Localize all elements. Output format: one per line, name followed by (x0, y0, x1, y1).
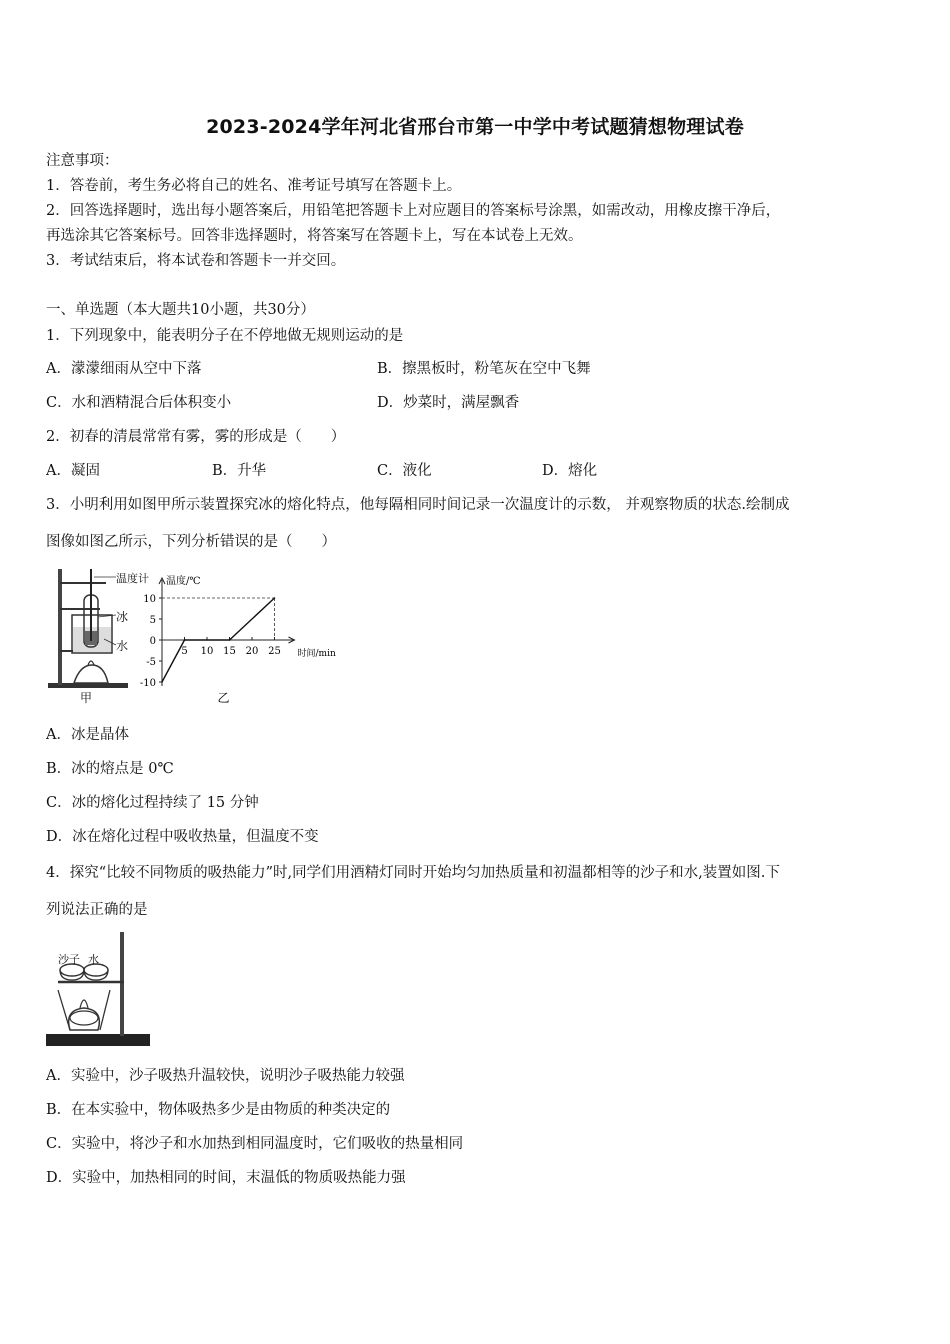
notice-item-2: 2．回答选择题时，选出每小题答案后，用铅笔把答题卡上对应题目的答案标号涂黑，如需改动，用橡皮擦干净后， (46, 203, 781, 219)
chart-y-tick-label: 5 (149, 615, 156, 626)
q1-option-a: A．濛濛细雨从空中下落 (46, 361, 202, 377)
q4-option-b: B．在本实验中，物体吸热多少是由物质的种类决定的 (46, 1102, 391, 1118)
q3-label-ice: 冰 (116, 610, 129, 624)
q1-option-b: B．擦黑板时，粉笔灰在空中飞舞 (377, 361, 591, 377)
chart-y-label: 温度/℃ (166, 576, 201, 587)
q3-option-b: B．冰的熔点是 0℃ (46, 761, 174, 777)
q3-stem-line1: 3．小明利用如图甲所示装置探究冰的熔化特点，他每隔相同时间记录一次温度计的示数， 并观察物质的状态.绘制成 (46, 497, 790, 513)
q3-option-d: D．冰在熔化过程中吸收热量，但温度不变 (46, 829, 319, 845)
q2-option-b: B．升华 (212, 463, 267, 479)
q1-option-c: C．水和酒精混合后体积变小 (46, 395, 232, 411)
notice-heading: 注意事项： (46, 153, 119, 169)
notice-item-2-cont: 再选涂其它答案标号。回答非选择题时，将答案写在答题卡上，写在本试卷上无效。 (46, 228, 583, 244)
chart-caption: 乙 (217, 691, 230, 705)
q2-stem: 2．初春的清晨常常有雾，雾的形成是（ ） (46, 429, 346, 445)
q2-option-a: A．凝固 (46, 463, 100, 479)
q4-stem-line1: 4．探究“比较不同物质的吸热能力”时,同学们用酒精灯同时开始均匀加热质量和初温都相等的沙子和水,装置如图.下 (46, 865, 780, 881)
chart-x-tick-label: 10 (200, 646, 214, 657)
q1-option-d: D．炒菜时，满屋飘香 (377, 395, 520, 411)
q3-chart (136, 572, 356, 707)
chart-y-tick-label: -5 (146, 657, 156, 668)
notice-item-1: 1．答卷前，考生务必将自己的姓名、准考证号填写在答题卡上。 (46, 178, 462, 194)
notice-item-3: 3．考试结束后，将本试卷和答题卡一并交回。 (46, 253, 346, 269)
chart-data-point (274, 597, 276, 599)
q4-option-c: C．实验中，将沙子和水加热到相同温度时，它们吸收的热量相同 (46, 1136, 464, 1152)
chart-x-tick-label: 15 (223, 646, 236, 657)
chart-data-point (229, 639, 231, 641)
chart-x-label: 时间/min (297, 649, 336, 659)
q2-option-c: C．液化 (377, 463, 432, 479)
q1-stem: 1．下列现象中，能表明分子在不停地做无规则运动的是 (46, 328, 404, 344)
chart-x-tick-label: 20 (245, 646, 259, 657)
section-heading: 一、单选题（本大题共10小题，共30分） (46, 302, 315, 318)
page-title: 2023-2024学年河北省邢台市第一中学中考试题猜想物理试卷 (206, 116, 744, 138)
q3-label-water: 水 (116, 639, 129, 653)
q3-label-thermometer: 温度计 (116, 572, 149, 585)
chart-y-tick-label: 0 (149, 636, 156, 647)
q4-option-a: A．实验中，沙子吸热升温较快，说明沙子吸热能力较强 (46, 1068, 405, 1084)
q4-option-d: D．实验中，加热相同的时间，末温低的物质吸热能力强 (46, 1170, 406, 1186)
q3-option-a: A．冰是晶体 (46, 727, 129, 743)
chart-y-tick-label: 10 (143, 594, 156, 605)
q4-stem-line2: 列说法正确的是 (46, 902, 148, 918)
q3-caption-jia: 甲 (80, 691, 93, 705)
chart-x-tick-label: 5 (181, 646, 188, 657)
q3-stem-line2: 图像如图乙所示，下列分析错误的是（ ） (46, 534, 336, 550)
q4-label-water: 水 (88, 953, 99, 966)
chart-y-tick-label: -10 (139, 678, 156, 689)
q2-option-d: D．熔化 (542, 463, 598, 479)
chart-data-point (184, 639, 186, 641)
q4-label-sand: 沙子 (58, 953, 80, 966)
chart-data-point (161, 681, 163, 683)
q3-option-c: C．冰的熔化过程持续了 15 分钟 (46, 795, 259, 811)
q4-figure-apparatus (44, 930, 154, 1050)
chart-x-tick-label: 25 (268, 646, 281, 657)
